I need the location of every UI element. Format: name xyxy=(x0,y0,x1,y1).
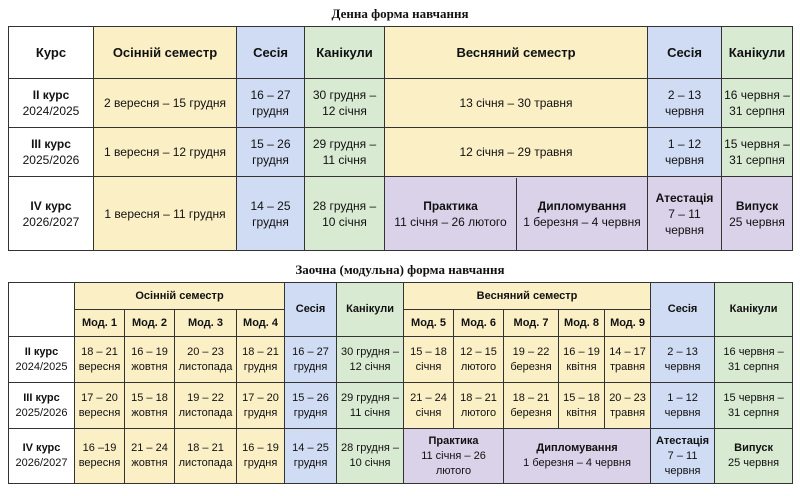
module-cell: 19 – 22 листопада xyxy=(175,383,237,429)
header-spring-semester: Весняний семестр xyxy=(385,27,648,79)
session-cell: 16 – 27 грудня xyxy=(237,79,305,128)
session-cell: 1 – 12 червня xyxy=(648,128,722,177)
module-cell: 12 – 15 лютого xyxy=(454,337,504,383)
header-module: Мод. 3 xyxy=(175,310,237,337)
module-cell: 21 – 24 січня xyxy=(404,383,454,429)
vacation-cell: 16 червня – 31 серпня xyxy=(722,79,793,128)
autumn-semester-cell: 2 вересня – 15 грудня xyxy=(94,79,237,128)
header-row xyxy=(9,283,793,310)
header-autumn-semester: Осінній семестр xyxy=(94,27,237,79)
practice-cell: Практика 11 січня – 26 лютого xyxy=(385,178,517,250)
header-vacation: Канікули xyxy=(715,283,793,337)
module-cell: 18 – 21 листопада xyxy=(175,429,237,484)
header-module: Мод. 4 xyxy=(237,310,285,337)
parttime-schedule-table xyxy=(8,282,793,484)
vacation-cell: 30 грудня – 12 січня xyxy=(337,337,404,383)
fulltime-schedule-table xyxy=(8,26,793,251)
session-cell: 1 – 12 червня xyxy=(651,383,715,429)
module-cell: 18 – 21 березня xyxy=(504,383,559,429)
module-cell: 15 – 18 квітня xyxy=(559,383,605,429)
header-module: Мод. 6 xyxy=(454,310,504,337)
table-row xyxy=(9,337,793,383)
module-cell: 18 – 21 вересня xyxy=(75,337,125,383)
vacation-cell: 29 грудня – 11 січня xyxy=(305,128,385,177)
module-cell: 16 –19 вересня xyxy=(75,429,125,484)
header-vacation: Канікули xyxy=(722,27,793,79)
graduation-cell: Випуск 25 червня xyxy=(722,177,793,251)
module-cell: 16 – 19 квітня xyxy=(559,337,605,383)
vacation-cell: 28 грудня – 10 січня xyxy=(305,177,385,251)
vacation-cell: 29 грудня – 11 січня xyxy=(337,383,404,429)
fulltime-title: Денна форма навчання xyxy=(331,6,469,21)
spring-semester-cell: 13 січня – 30 травня xyxy=(385,79,648,128)
module-cell: 14 – 17 травня xyxy=(605,337,651,383)
module-cell: 20 – 23 листопада xyxy=(175,337,237,383)
course-cell: IV курс 2026/2027 xyxy=(9,429,75,484)
header-row xyxy=(9,27,793,79)
header-course: Курс xyxy=(9,27,94,79)
vacation-cell: 16 червня – 31 серпня xyxy=(715,337,793,383)
header-module: Мод. 5 xyxy=(404,310,454,337)
header-module: Мод. 9 xyxy=(605,310,651,337)
header-session: Сесія xyxy=(651,283,715,337)
session-cell: 15 – 26 грудня xyxy=(237,128,305,177)
attestation-cell: Атестація 7 – 11 червня xyxy=(648,177,722,251)
course-cell: II курс 2024/2025 xyxy=(9,79,94,128)
module-cell: 18 – 21 лютого xyxy=(454,383,504,429)
header-module: Мод. 7 xyxy=(504,310,559,337)
autumn-semester-cell: 1 вересня – 11 грудня xyxy=(94,177,237,251)
header-session: Сесія xyxy=(237,27,305,79)
table-row xyxy=(9,429,793,484)
header-session: Сесія xyxy=(648,27,722,79)
course-cell: III курс 2025/2026 xyxy=(9,128,94,177)
session-cell: 16 – 27 грудня xyxy=(285,337,337,383)
header-vacation: Канікули xyxy=(305,27,385,79)
module-cell: 17 – 20 грудня xyxy=(237,383,285,429)
module-cell: 17 – 20 вересня xyxy=(75,383,125,429)
session-cell: 14 – 25 грудня xyxy=(237,177,305,251)
table-row xyxy=(9,383,793,429)
header-spring-semester: Весняний семестр xyxy=(404,283,651,310)
module-cell: 21 – 24 жовтня xyxy=(125,429,175,484)
module-cell: 15 – 18 січня xyxy=(404,337,454,383)
header-vacation: Канікули xyxy=(337,283,404,337)
diploma-cell: Дипломування 1 березня – 4 червня xyxy=(523,198,641,229)
module-cell: 16 – 19 грудня xyxy=(237,429,285,484)
graduation-cell: Випуск 25 червня xyxy=(715,429,793,484)
session-cell: 2 – 13 червня xyxy=(651,337,715,383)
session-cell: 14 – 25 грудня xyxy=(285,429,337,484)
course-cell: IV курс 2026/2027 xyxy=(9,177,94,251)
header-course-blank xyxy=(9,283,75,337)
vacation-cell: 28 грудня – 10 січня xyxy=(337,429,404,484)
header-module: Мод. 2 xyxy=(125,310,175,337)
session-cell: 15 – 26 грудня xyxy=(285,383,337,429)
table-row xyxy=(9,79,793,128)
module-cell: 18 – 21 грудня xyxy=(237,337,285,383)
vacation-cell: 15 червня – 31 серпня xyxy=(722,128,793,177)
module-cell: 20 – 23 травня xyxy=(605,383,651,429)
spring-semester-cell: 12 січня – 29 травня xyxy=(385,128,648,177)
attestation-cell: Атестація 7 – 11 червня xyxy=(651,429,715,484)
autumn-semester-cell: 1 вересня – 12 грудня xyxy=(94,128,237,177)
module-cell: 19 – 22 березня xyxy=(504,337,559,383)
course-cell: III курс 2025/2026 xyxy=(9,383,75,429)
practice-diploma-cell xyxy=(385,177,648,251)
diploma-cell: Дипломування 1 березня – 4 червня xyxy=(504,429,651,484)
vacation-cell: 30 грудня – 12 січня xyxy=(305,79,385,128)
table-row xyxy=(9,177,793,251)
session-cell: 2 – 13 червня xyxy=(648,79,722,128)
header-session: Сесія xyxy=(285,283,337,337)
header-autumn-semester: Осінній семестр xyxy=(75,283,285,310)
table-row xyxy=(9,128,793,177)
vacation-cell: 15 червня – 31 серпня xyxy=(715,383,793,429)
module-cell: 16 – 19 жовтня xyxy=(125,337,175,383)
parttime-title: Заочна (модульна) форма навчання xyxy=(295,262,505,277)
header-module: Мод. 1 xyxy=(75,310,125,337)
practice-cell: Практика 11 січня – 26 лютого xyxy=(404,429,504,484)
module-cell: 15 – 18 жовтня xyxy=(125,383,175,429)
course-cell: II курс 2024/2025 xyxy=(9,337,75,383)
header-module: Мод. 8 xyxy=(559,310,605,337)
